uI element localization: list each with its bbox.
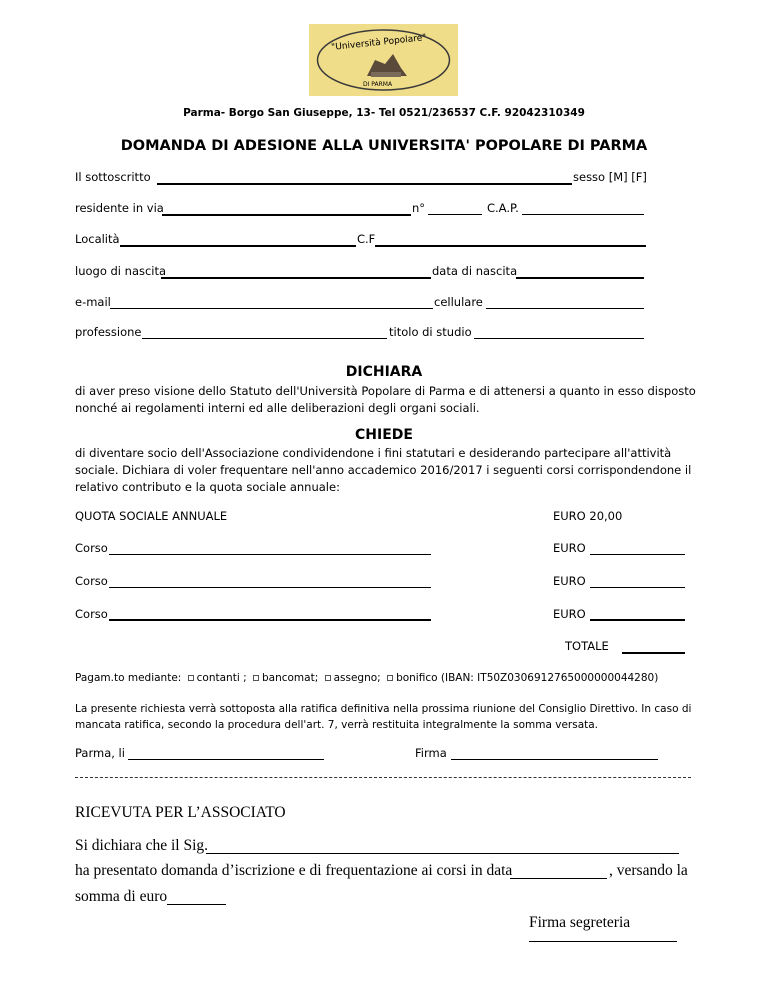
euro-field-3[interactable] (590, 619, 685, 621)
opt-contanti: contanti ; (196, 672, 247, 684)
label-sesso: sesso [M] [F] (573, 170, 647, 184)
opt-bonifico: bonifico (IBAN: IT50Z0306912765000000044280) (396, 672, 659, 684)
field-via[interactable] (162, 214, 411, 216)
chiede-heading: CHIEDE (355, 427, 413, 443)
ricevuta-line2a: ha presentato domanda d’iscrizione e di frequentazione ai corsi in data (75, 862, 513, 879)
label-localita: Località (75, 232, 120, 246)
field-cap[interactable] (522, 214, 644, 215)
label-parma-li: Parma, li (75, 746, 125, 760)
opt-assegno: assegno; (333, 672, 381, 684)
opt-bancomat: bancomat; (261, 672, 319, 684)
field-firma[interactable] (451, 759, 658, 760)
corso-label-2: Corso (75, 574, 108, 588)
corso-label-3: Corso (75, 607, 108, 621)
label-sottoscritto: Il sottoscritto (75, 170, 151, 184)
field-email[interactable] (110, 308, 433, 309)
dichiara-heading: DICHIARA (345, 364, 423, 380)
ratifica-text: La presente richiesta verrà sottoposta alla ratifica definitiva nella prossima riunione del Consiglio Direttivo. In caso di mancata ratifica, secondo la procedura dell'art. 7, verrà restituita integralmente la somma versata. (75, 703, 692, 731)
label-cellulare: cellulare (434, 295, 483, 309)
corso-field-3[interactable] (109, 619, 431, 621)
checkbox-bancomat[interactable] (253, 675, 259, 681)
field-firma-segreteria[interactable] (529, 941, 677, 942)
field-cellulare[interactable] (486, 308, 644, 309)
cut-line (75, 777, 691, 778)
field-localita[interactable] (120, 245, 356, 247)
label-email: e-mail (75, 295, 111, 309)
quota-amount: EURO 20,00 (553, 509, 623, 523)
pagamento-label: Pagam.to mediante: (75, 672, 182, 684)
field-nome-sig[interactable] (206, 853, 679, 854)
field-data-nascita[interactable] (516, 277, 644, 279)
quota-label: QUOTA SOCIALE ANNUALE (75, 509, 228, 523)
euro-label-1: EURO (553, 541, 586, 555)
field-luogo-nascita[interactable] (161, 277, 431, 279)
field-data-iscrizione[interactable] (510, 878, 607, 879)
ricevuta-title: RICEVUTA PER L’ASSOCIATO (75, 804, 286, 821)
field-sottoscritto[interactable] (157, 183, 572, 185)
label-data-nascita: data di nascita (432, 264, 518, 278)
totale-field[interactable] (622, 652, 685, 654)
label-luogo-nascita: luogo di nascita (75, 264, 167, 278)
corso-field-2[interactable] (109, 587, 431, 588)
euro-field-2[interactable] (590, 587, 685, 588)
checkbox-bonifico[interactable] (387, 675, 393, 681)
label-professione: professione (75, 325, 142, 339)
label-titolo-studio: titolo di studio (389, 325, 472, 339)
logo (309, 24, 458, 96)
euro-field-1[interactable] (590, 554, 685, 555)
label-cf: C.F (357, 232, 376, 246)
field-numero[interactable] (428, 214, 482, 215)
logo-text-bottom: DI PARMA (363, 81, 393, 88)
header-address: Parma- Borgo San Giuseppe, 13- Tel 0521/236537 C.F. 92042310349 (183, 107, 585, 119)
page-title: DOMANDA DI ADESIONE ALLA UNIVERSITA' POPOLARE DI PARMA (120, 138, 648, 154)
corso-field-1[interactable] (109, 554, 431, 555)
checkbox-assegno[interactable] (325, 675, 331, 681)
label-cap: C.A.P. (487, 201, 519, 215)
field-professione[interactable] (142, 338, 387, 339)
field-cf[interactable] (375, 245, 646, 247)
field-titolo-studio[interactable] (474, 338, 644, 339)
label-residente: residente in via (75, 201, 164, 215)
label-numero: n° (412, 201, 426, 215)
logo-text-top: "Università Popolare" (330, 33, 427, 53)
ricevuta-line1: Si dichiara che il Sig. (75, 837, 209, 854)
totale-label: TOTALE (565, 639, 609, 653)
field-data[interactable] (128, 759, 324, 760)
field-somma[interactable] (167, 904, 226, 905)
ricevuta-line3: somma di euro (75, 888, 168, 905)
pagamento-row (75, 672, 658, 684)
euro-label-3: EURO (553, 607, 586, 621)
ricevuta-line2b: , versando la (609, 862, 688, 879)
checkbox-contanti[interactable] (188, 675, 194, 681)
firma-segreteria-label: Firma segreteria (529, 914, 631, 931)
dichiara-text: di aver preso visione dello Statuto dell'Università Popolare di Parma e di attenersi a quanto in esso disposto nonché ai regolamenti interni ed alle deliberazioni degli organi sociali. (75, 384, 696, 415)
euro-label-2: EURO (553, 574, 586, 588)
chiede-text: di diventare socio dell'Associazione condividendone i fini statutari e desiderando partecipare all'attività sociale. Dichiara di voler frequentare nell'anno accademico 2016/2017 i seguenti corsi corrispondendone il relativo contributo e la quota sociale annuale: (75, 446, 692, 494)
corso-label-1: Corso (75, 541, 108, 555)
label-firma: Firma (415, 746, 447, 760)
